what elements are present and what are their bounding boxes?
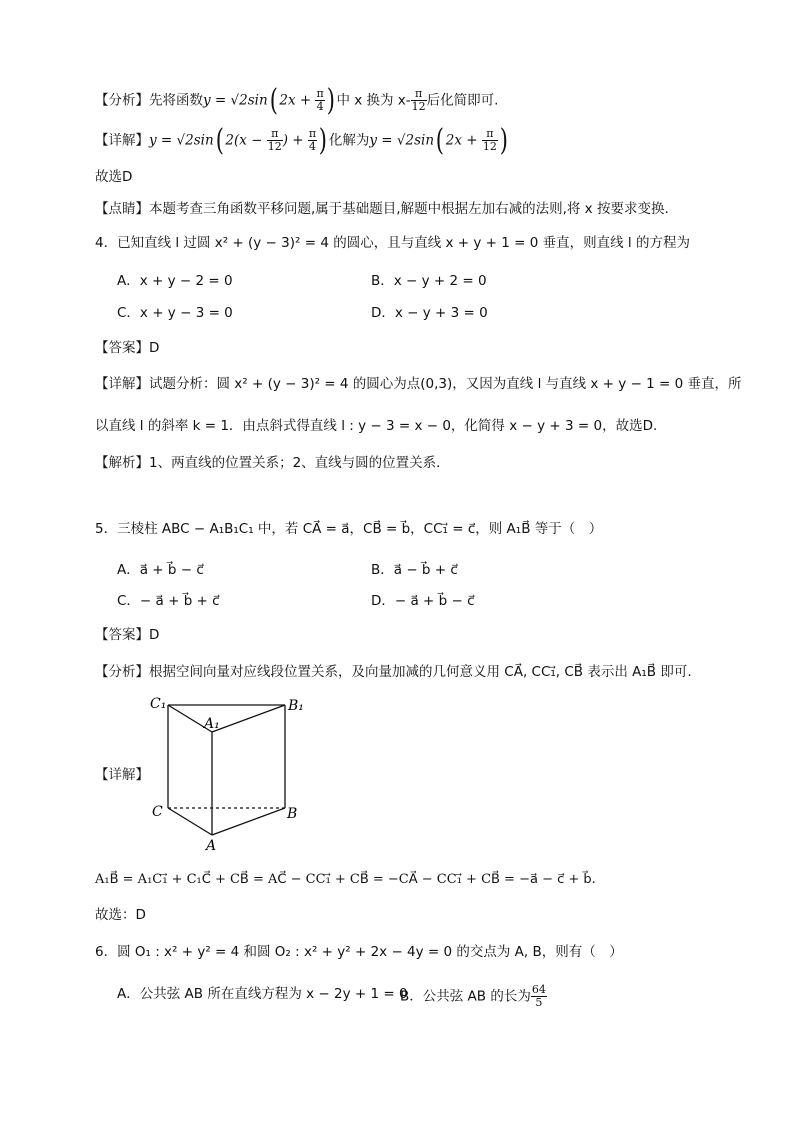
analysis-text: 后化简即可.: [426, 92, 499, 109]
q4-analysis: 【解析】1、两直线的位置关系；2、直线与圆的位置关系.: [95, 455, 441, 471]
q5-choose: 故选：D: [95, 907, 146, 923]
q3-choose: 故选D: [95, 169, 133, 185]
label-a: A: [206, 838, 217, 854]
label-a1: A₁: [204, 716, 220, 732]
q4-detail-1: 【详解】试题分析：圆 x² + (y − 3)² = 4 的圆心为点(0,3)，又因为直线 l 与直线 x + y − 1 = 0 垂直，所: [95, 376, 742, 392]
formula: y = √2sin: [203, 92, 268, 109]
detail-tag: 【详解】: [95, 132, 149, 149]
q5-detail-tag: 【详解】: [95, 767, 149, 783]
q6-option-b: B．公共弦 AB 的长为 $\frac{64}{5}$: [400, 983, 546, 1009]
q3-analysis-line: 【分析】先将函数y = √2sin( 2x + $\frac{\pi}{4}$ ) 中 x 换为 x- $\frac{\pi}{12}$ 后化简即可.: [95, 82, 499, 118]
q4-option-b: B．x − y + 2 = 0: [371, 273, 487, 289]
label-c: C: [152, 804, 163, 820]
analysis-text: 先将函数: [149, 92, 203, 109]
analysis-tag: 【分析】: [95, 92, 149, 109]
q3-detail-line: 【详解】y = √2sin( 2(x − $\frac{\pi}{12}$ ) + $\frac{\pi}{4}$ ) 化解为y = √2sin( 2x + $\frac{\pi}{12}$ ): [95, 122, 508, 158]
q4-option-c: C．x + y − 3 = 0: [117, 305, 233, 321]
q6-stem: 6．圆 O₁ : x² + y² = 4 和圆 O₂ : x² + y² + 2x − 4y = 0 的交点为 A, B，则有（ ）: [95, 944, 623, 960]
q5-option-a: A．a⃗ + b⃗ − c⃗: [117, 562, 204, 578]
q5-answer: 【答案】D: [95, 627, 160, 643]
formula: 2x +: [279, 92, 312, 109]
q6-option-a: A．公共弦 AB 所在直线方程为 x − 2y + 1 = 0: [117, 986, 408, 1002]
q5-option-d: D．− a⃗ + b⃗ − c⃗: [371, 593, 475, 609]
fraction-pi-4: $\frac{\pi}{4}$: [316, 87, 324, 113]
fraction-64-5: $\frac{64}{5}$: [531, 983, 546, 1009]
q3-comment: 【点睛】本题考查三角函数平移问题,属于基础题目,解题中根据左加右减的法则,将 x 按要求变换.: [95, 201, 669, 217]
q4-stem: 4．已知直线 l 过圆 x² + (y − 3)² = 4 的圆心，且与直线 x + y + 1 = 0 垂直，则直线 l 的方程为: [95, 235, 690, 251]
label-c1: C₁: [150, 696, 167, 712]
q4-option-a: A．x + y − 2 = 0: [117, 273, 233, 289]
label-b1: B₁: [288, 698, 304, 714]
q4-option-d: D．x − y + 3 = 0: [371, 305, 488, 321]
label-b: B: [287, 806, 298, 822]
analysis-text: 中 x 换为 x-: [336, 92, 411, 109]
q5-option-c: C．− a⃗ + b⃗ + c⃗: [117, 593, 220, 609]
q5-stem: 5．三棱柱 ABC − A₁B₁C₁ 中，若 CA⃗ = a⃗，CB⃗ = b⃗，CC₁⃗ = c⃗，则 A₁B⃗ 等于（ ）: [95, 521, 603, 537]
q4-answer: 【答案】D: [95, 340, 160, 356]
fraction-pi-12: $\frac{\pi}{12}$: [411, 87, 426, 113]
q4-detail-2: 以直线 l 的斜率 k = 1．由点斜式得直线 l : y − 3 = x − 0，化简得 x − y + 3 = 0，故选D.: [95, 418, 658, 434]
q5-option-b: B．a⃗ − b⃗ + c⃗: [371, 562, 458, 578]
q5-analysis: 【分析】根据空间向量对应线段位置关系，及向量加减的几何意义用 CA⃗, CC₁⃗, CB⃗ 表示出 A₁B⃗ 即可.: [95, 664, 692, 680]
prism-diagram: [140, 690, 320, 855]
q5-formula: A₁B⃗ = A₁C₁⃗ + C₁C⃗ + CB⃗ = AC⃗ − CC₁⃗ + CB⃗ = −CA⃗ − CC₁⃗ + CB⃗ = −a⃗ − c⃗ + b⃗.: [95, 872, 596, 887]
